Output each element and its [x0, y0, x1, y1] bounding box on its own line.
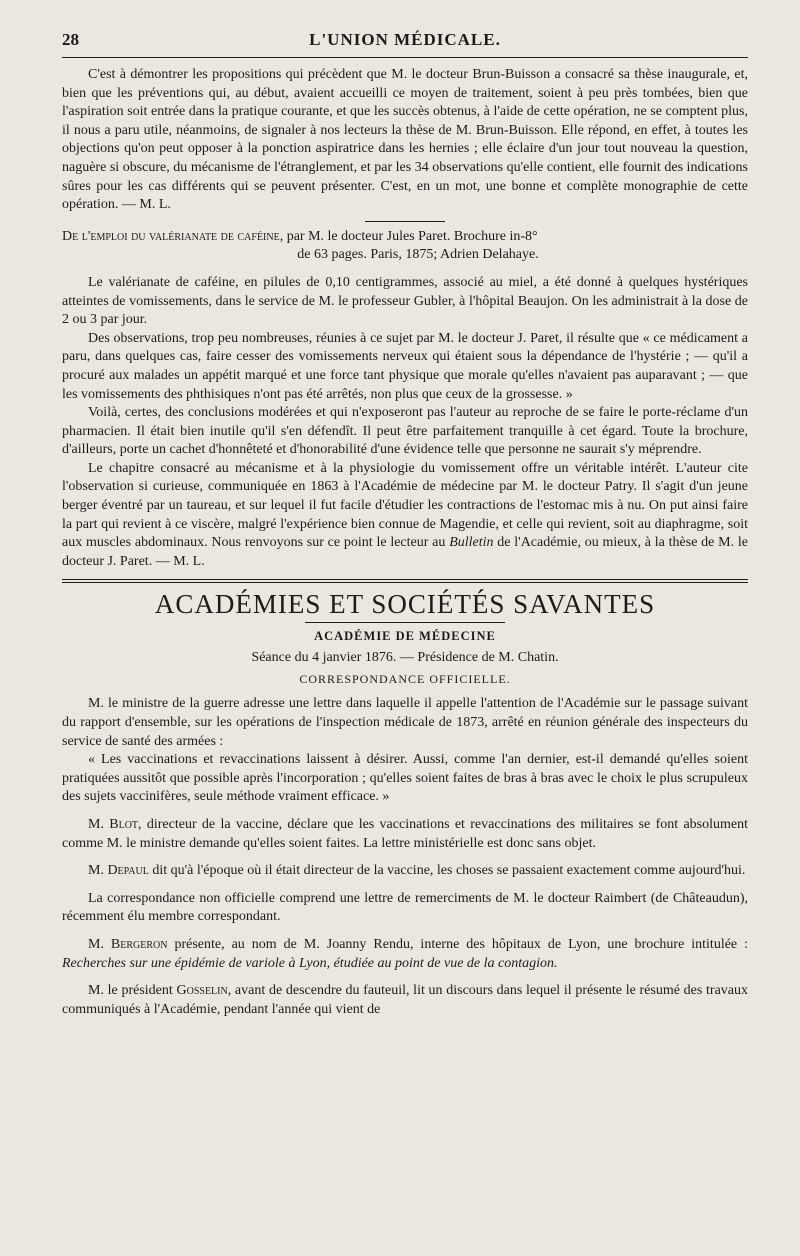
paragraph-gosselin [62, 982, 748, 1019]
review-author: , par M. le docteur Jules Paret. Brochure in-8° [279, 228, 538, 244]
blot-text: , directeur de la vaccine, déclare que les vaccinations et revaccinations des militaires se font absolument comme M. le ministre demande qu'elles soient faites. La lettre ministérielle est donc sans objet. [62, 817, 748, 851]
chapitre-text: Le chapitre consacré au mécanisme et à la physiologie du vomissement offre un véritable intérêt. L'auteur cite l'observation si curieuse, communiquée en 1863 à l'Académie de médecine par M. le docteur Patry. Il s'agit d'un jeune berger éventré par un taureau, et sur lequel il fut facile d'étudier les contractions de l'estomac mis à nu. On put ainsi faire la part qui revient à ce viscère, malgré l'expérience bien connue de Magendie, et celle qui revient, soit au diaphragme, soit aux muscles abdominaux. Nous renvoyons sur ce point le lecteur au [62, 460, 748, 551]
header-rule [62, 57, 748, 58]
session-line: Séance du 4 janvier 1876. — Présidence de M. Chatin. [251, 650, 559, 666]
paragraph-chapitre [62, 460, 748, 572]
review-subject: De l'emploi du valérianate de caféine [62, 228, 280, 244]
section-rule [62, 579, 748, 583]
bulletin-italic: Bulletin [449, 535, 494, 551]
paragraph-observations: Des observations, trop peu nombreuses, réunies à ce sujet par M. le docteur J. Paret, il résulte que « ce médicament a paru, dans quelques cas, faire cesser des vomissements nerveux qui étaient sous la dépendance de l'hystérie ; — qu'il a procuré aux malades un appétit marqué et une force tant physique que morale qu'elles n'avaient pas auparavant ; — que les vomissements des phthisiques n'ont pas été arrêtés, non plus que ceux de la grossesse. » [62, 330, 748, 402]
paragraph-depaul [62, 862, 748, 881]
book-review-title [62, 228, 748, 265]
section-underline [305, 622, 505, 623]
paragraph-bergeron [62, 936, 748, 973]
speaker-bergeron: M. Bergeron [88, 936, 168, 952]
bergeron-text: présente, au nom de M. Joanny Rendu, interne des hôpitaux de Lyon, une brochure intitulée : [167, 936, 749, 952]
paragraph-blot [62, 816, 748, 853]
correspondence-heading: CORRESPONDANCE OFFICIELLE. [299, 672, 511, 687]
review-publication: de 63 pages. Paris, 1875; Adrien Delahaye. [297, 247, 539, 263]
speaker-gosselin: Gosselin [176, 983, 228, 999]
paragraph-brun-buisson: C'est à démontrer les propositions qui précèdent que M. le docteur Brun-Buisson a consacré sa thèse inaugurale, et, bien que les préventions qui, au début, avaient accueilli ce moyen de traitement, soient à peu près tombées, bien que l'aspiration soit entrée dans la pratique courante, et que les succès obtenus, à l'aide de cette opération, ne se comptent plus, il nous a paru utile, néanmoins, de signaler à nos lecteurs la thèse de M. Brun-Buisson. Elle répond, en effet, à toutes les objections qu'on peut opposer à la ponction aspiratrice dans les hernies ; elle éclaire d'un jour tout nouveau la question, naguère si obscure, du mécanisme de l'étranglement, et par les 34 observations qu'elle contient, elle fournit des indications sûres pour les cas différents qui se peuvent présenter. C'est, en un mot, une bonne et complète monographie de cette opération. — M. L. [62, 67, 748, 213]
speaker-blot: M. Blot [88, 817, 139, 832]
speaker-depaul: M. Depaul [88, 863, 149, 879]
gosselin-prefix: M. le président [88, 983, 177, 999]
depaul-text: dit qu'à l'époque où il était directeur de la vaccine, les choses se passaient exactement comme aujourd'hui. [148, 863, 746, 879]
academy-heading: ACADÉMIE DE MÉDECINE [314, 629, 496, 644]
running-head [62, 26, 748, 54]
brochure-title: Recherches sur une épidémie de variole à Lyon, étudiée au point de vue de la contagion. [62, 955, 558, 971]
paragraph-vaccinations: « Les vaccinations et revaccinations laissent à désirer. Aussi, comme l'an dernier, est-il demandé qu'elles soient pratiquées aussitôt que possible après l'incorporation ; qu'elles soient faites de bras à bras avec le choix le plus scrupuleux des sujets vaccinifères, seule méthode vraiment efficace. » [62, 752, 748, 805]
paragraph-conclusions: Voilà, certes, des conclusions modérées et qui n'exposeront pas l'auteur au reproche de se faire le porte-réclame d'un pharmacien. Il était bien inutile qu'il s'en défendît. Il peut être parfaitement tranquille à cet égard. Toute la brochure, d'ailleurs, porte un cachet d'honnêteté et d'honorabilité d'une évidence telle que personne ne saurait s'y méprendre. [62, 405, 748, 458]
paragraph-ministre: M. le ministre de la guerre adresse une lettre dans laquelle il appelle l'attention de l'Académie sur le passage suivant du rapport d'ensemble, sur les opérations de l'inspection médicale de 1873, arrêté en réunion générale des inspecteurs du service de santé des armées : [62, 696, 748, 749]
journal-title: L'UNION MÉDICALE. [309, 30, 501, 49]
page-number: 28 [62, 30, 79, 49]
gosselin-text: , avant de descendre du fauteuil, lit un discours dans lequel il présente le résumé des travaux communiqués à l'Académie, pendant l'année qui vient de [62, 983, 748, 1017]
divider [365, 221, 445, 222]
section-title: ACADÉMIES ET SOCIÉTÉS SAVANTES [154, 589, 656, 620]
paragraph-valerianate: Le valérianate de caféine, en pilules de 0,10 centigrammes, associé au miel, a été donné à quelques hystériques atteintes de vomissements, dans le service de M. le professeur Gubler, à l'hôpital Beaujon. On les administrait à la dose de 2 ou 3 par jour. [62, 274, 748, 328]
paragraph-correspondance: La correspondance non officielle comprend une lettre de remerciments de M. le docteur Raimbert (de Châteaudun), récemment élu membre correspondant. [62, 890, 748, 925]
chapitre-end: de l'Académie, ou mieux, à la thèse de M. le docteur J. Paret. — M. L. [62, 535, 749, 569]
